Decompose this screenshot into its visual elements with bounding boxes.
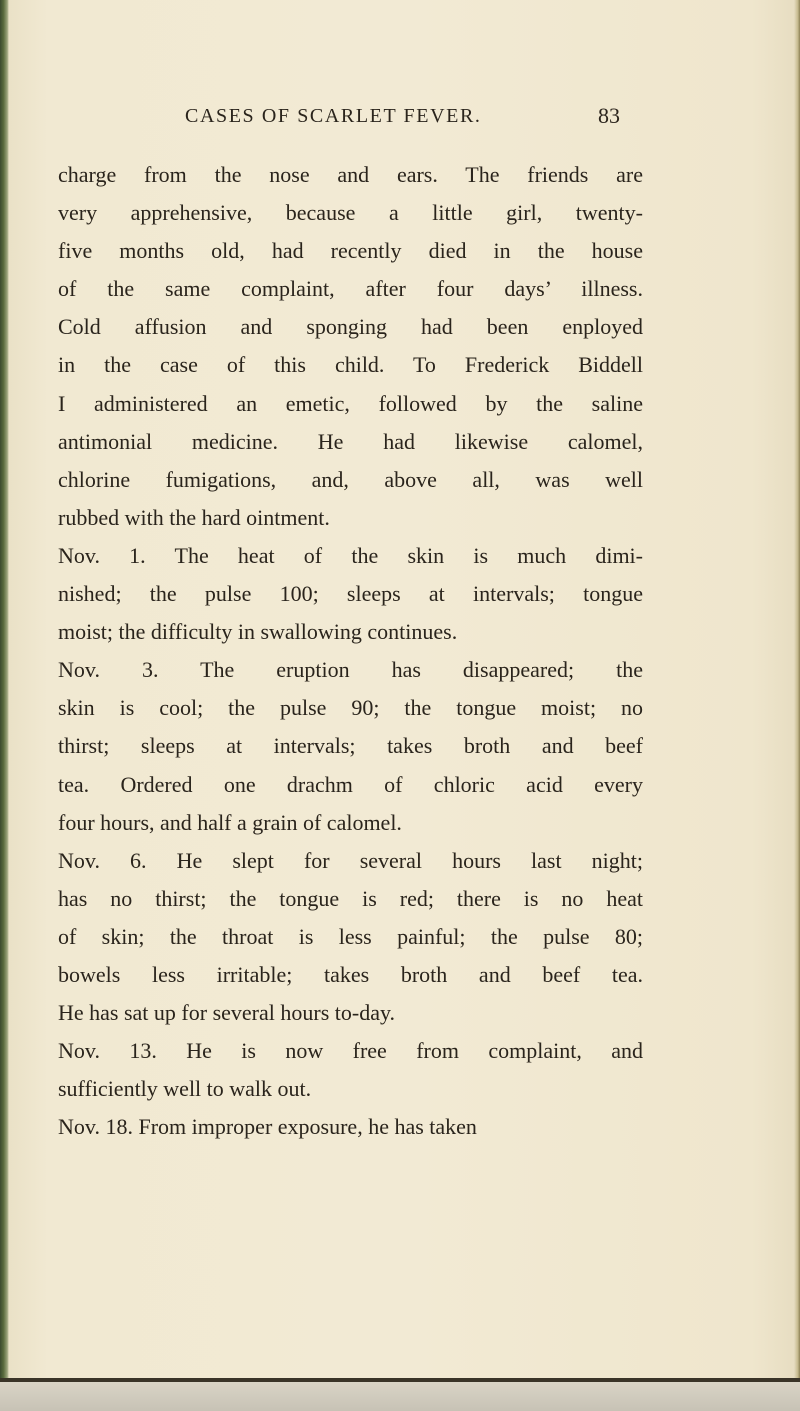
- text-line: nished; the pulse 100; sleeps at intervals; tongue: [58, 581, 643, 607]
- text-line: has no thirst; the tongue is red; there is no heat: [58, 885, 643, 911]
- text-line: Nov. 13. He is now free from complaint, and: [58, 1038, 643, 1064]
- text-line: Cold affusion and sponging had been enployed: [58, 314, 643, 340]
- text-line: four hours, and half a grain of calomel.: [58, 809, 402, 835]
- text-line: moist; the difficulty in swallowing continues.: [58, 619, 458, 645]
- page-number: 83: [598, 103, 620, 128]
- page-edge: [794, 0, 800, 1411]
- text-line: He has sat up for several hours to-day.: [58, 1000, 396, 1026]
- text-line: in the case of this child. To Frederick Biddell: [58, 352, 643, 378]
- text-line: Nov. 3. The eruption has disappeared; the: [58, 657, 643, 683]
- text-line: Nov. 1. The heat of the skin is much dimi-: [58, 542, 643, 568]
- running-head: CASES OF SCARLET FEVER.: [185, 105, 482, 127]
- text-line: bowels less irritable; takes broth and beef tea.: [58, 961, 643, 987]
- text-line: rubbed with the hard ointment.: [58, 504, 330, 530]
- page-gutter: [0, 0, 9, 1411]
- body-text: [58, 156, 643, 1146]
- text-line: sufficiently well to walk out.: [58, 1076, 312, 1102]
- text-line: of skin; the throat is less painful; the pulse 80;: [58, 923, 643, 949]
- text-line: charge from the nose and ears. The friends are: [58, 162, 643, 187]
- text-line: chlorine fumigations, and, above all, was well: [58, 466, 643, 492]
- text-line: very apprehensive, because a little girl, twenty-: [58, 200, 643, 226]
- text-line: of the same complaint, after four days’ illness.: [58, 276, 643, 302]
- text-line: five months old, had recently died in the house: [58, 238, 643, 264]
- text-line: tea. Ordered one drachm of chloric acid every: [58, 771, 643, 797]
- text-line: Nov. 6. He slept for several hours last night;: [58, 847, 643, 873]
- text-line: skin is cool; the pulse 90; the tongue moist; no: [58, 695, 643, 721]
- text-line: Nov. 18. From improper exposure, he has taken: [58, 1114, 477, 1140]
- text-line: antimonial medicine. He had likewise calomel,: [58, 428, 643, 454]
- text-line: I administered an emetic, followed by the saline: [58, 390, 643, 416]
- scan-background-strip: [0, 1382, 800, 1411]
- text-line: thirst; sleeps at intervals; takes broth and beef: [58, 733, 643, 759]
- page-header: [0, 103, 800, 133]
